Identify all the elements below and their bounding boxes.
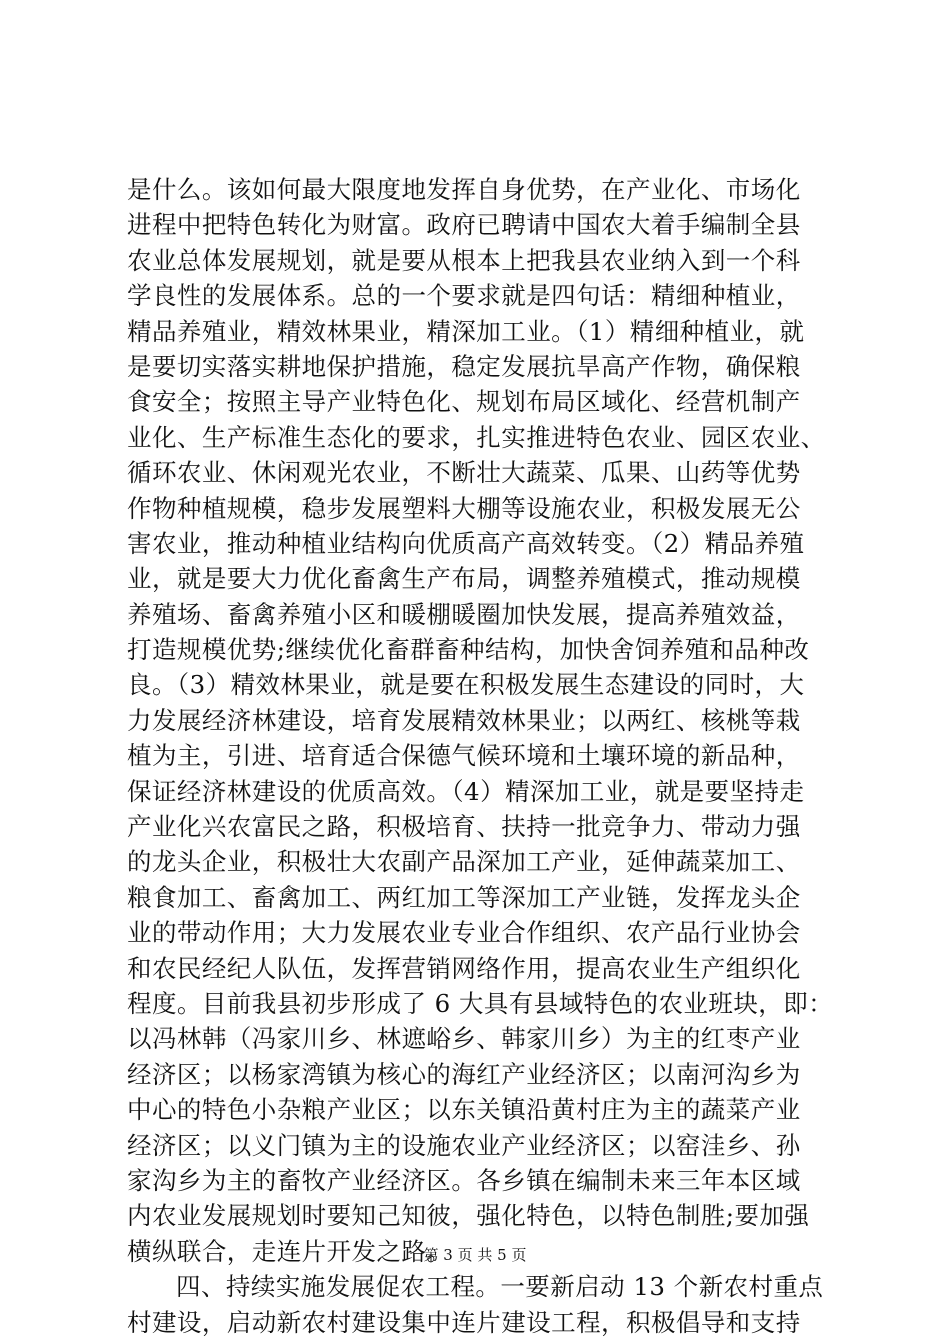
text-line: 力发展经济林建设，培育发展精效林果业；以两红、核桃等栽 — [127, 705, 801, 735]
text-line: 是要切实落实耕地保护措施，稳定发展抗旱高产作物，确保粮 — [127, 351, 801, 381]
text-line: 内农业发展规划时要知己知彼，强化特色，以特色制胜;要加强 — [127, 1201, 810, 1231]
text-line: 业，就是要大力优化畜禽生产布局，调整养殖模式，推动规模 — [127, 564, 801, 594]
text-line: 是什么。该如何最大限度地发挥自身优势，在产业化、市场化 — [127, 175, 801, 204]
text-line: 程度。目前我县初步形成了 6 大具有县域特色的农业班块，即： — [127, 988, 834, 1018]
text-line: 经济区；以义门镇为主的设施农业产业经济区；以窑洼乡、孙 — [127, 1130, 801, 1160]
text-line: 以冯林韩（冯家川乡、林遮峪乡、韩家川乡）为主的红枣产业 — [127, 1024, 801, 1054]
text-line: 进程中把特色转化为财富。政府已聘请中国农大着手编制全县 — [127, 210, 801, 240]
text-line: 植为主，引进、培育适合保德气候环境和土壤环境的新品种， — [127, 741, 801, 771]
text-line: 打造规模优势;继续优化畜群畜种结构，加快舍饲养殖和品种改 — [127, 635, 810, 665]
text-line: 食安全；按照主导产业特色化、规划布局区域化、经营机制产 — [127, 387, 801, 417]
text-line: 农业总体发展规划，就是要从根本上把我县农业纳入到一个科 — [127, 245, 801, 275]
text-line: 保证经济林建设的优质高效。（4）精深加工业，就是要坚持走 — [127, 776, 805, 806]
text-line: 循环农业、休闲观光农业，不断壮大蔬菜、瓜果、山药等优势 — [127, 458, 801, 488]
paragraph-first-line: 四、持续实施发展促农工程。一要新启动 13 个新农村重点 — [176, 1272, 824, 1302]
text-line: 家沟乡为主的畜牧产业经济区。各乡镇在编制未来三年本区域 — [127, 1165, 801, 1195]
text-line: 村建设，启动新农村建设集中连片建设工程，积极倡导和支持 — [127, 1307, 801, 1337]
text-line: 良。（3）精效林果业，就是要在积极发展生态建设的同时，大 — [127, 670, 805, 700]
page-number-footer: 第 3 页 共 5 页 — [423, 1246, 527, 1264]
text-line: 和农民经纪人队伍，发挥营销网络作用，提高农业生产组织化 — [127, 953, 801, 983]
text-line: 精品养殖业，精效林果业，精深加工业。（1）精细种植业，就 — [127, 316, 805, 346]
text-line: 养殖场、畜禽养殖小区和暖棚暖圈加快发展，提高养殖效益， — [127, 599, 801, 629]
text-line: 产业化兴农富民之路，积极培育、扶持一批竞争力、带动力强 — [127, 812, 801, 842]
document-body — [127, 172, 847, 1340]
text-line: 粮食加工、畜禽加工、两红加工等深加工产业链，发挥龙头企 — [127, 882, 801, 912]
text-line: 作物种植规模，稳步发展塑料大棚等设施农业，积极发展无公 — [127, 493, 801, 523]
text-line: 中心的特色小杂粮产业区；以东关镇沿黄村庄为主的蔬菜产业 — [127, 1095, 801, 1125]
text-line: 横纵联合，走连片开发之路。 — [127, 1236, 452, 1266]
text-line: 经济区；以杨家湾镇为核心的海红产业经济区；以南河沟乡为 — [127, 1059, 801, 1089]
text-line: 学良性的发展体系。总的一个要求就是四句话：精细种植业， — [127, 281, 801, 311]
text-line: 害农业，推动种植业结构向优质高产高效转变。（2）精品养殖 — [127, 528, 805, 558]
text-line: 业化、生产标准生态化的要求，扎实推进特色农业、园区农业、 — [127, 422, 826, 452]
text-line: 业的带动作用；大力发展农业专业合作组织、农产品行业协会 — [127, 918, 801, 948]
text-line: 的龙头企业，积极壮大农副产品深加工产业，延伸蔬菜加工、 — [127, 847, 801, 877]
